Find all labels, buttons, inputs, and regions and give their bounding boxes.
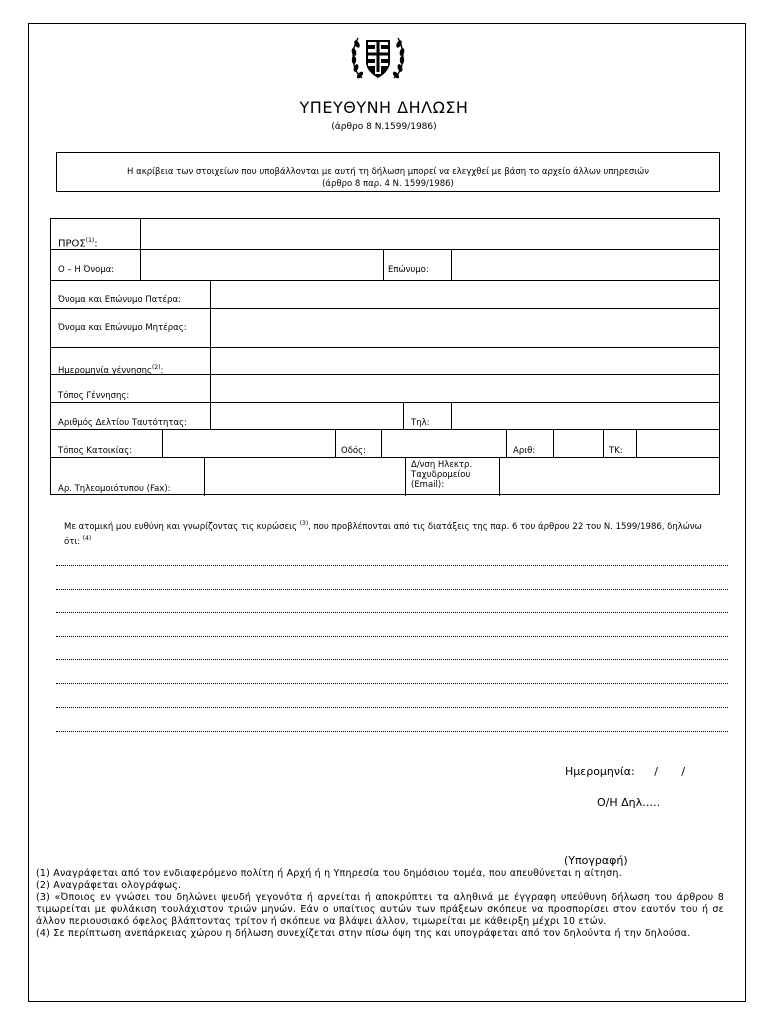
declaration-line[interactable] [56,683,728,684]
declaration-line[interactable] [56,659,728,660]
declaration-line[interactable] [56,636,728,637]
mother-name-field[interactable] [211,309,719,347]
footnotes [36,868,724,940]
declaration-line[interactable] [56,731,728,732]
id-card-label: Αριθμός Δελτίου Ταυτότητας: [58,418,187,428]
notice-line-1: Η ακρίβεια των στοιχείων που υποβάλλονται με αυτή τη δήλωση μπορεί να ελεγχθεί με βάση το αρχείο άλλων υπηρεσιών [127,167,649,177]
to-label: ΠΡΟΣ$^{(1)}$: [58,237,98,250]
fax-label: Αρ. Τηλεομοιότυπου (Fax): [58,484,171,494]
birthdate-label: Ημερομηνία γέννησης$^{(2)}$: [58,364,164,376]
fax-field[interactable] [205,458,405,495]
document-title: ΥΠΕΥΘΥΝΗ ΔΗΛΩΣΗ [299,98,469,117]
street-number-field[interactable] [554,430,603,457]
birthdate-field[interactable] [211,348,719,374]
birthplace-field[interactable] [211,375,719,402]
surname-label: Επώνυμο: [388,265,429,275]
email-field[interactable] [500,458,719,495]
phone-field[interactable] [452,403,719,429]
father-name-label: Όνομα και Επώνυμο Πατέρα: [58,295,181,305]
phone-label: Τηλ: [411,418,430,428]
declaration-line[interactable] [56,565,728,566]
email-label: Δ/νση Ηλεκτρ. Ταχυδρομείου (Εmail): [411,460,473,490]
footnote-1: (1) Αναγράφεται από τον ενδιαφερόμενο πολίτη ή Αρχή ή η Υπηρεσία του δημόσιου τομέα, που απευθύνεται η αίτηση. [36,868,622,879]
father-name-field[interactable] [211,281,719,308]
declarant-label: Ο/Η Δηλ….. [597,796,661,809]
first-name-label: Ο – Η Όνομα: [58,265,115,275]
declaration-statement: Με ατομική μου ευθύνη και γνωρίζοντας τις κυρώσεις $^{(3)}$, που προβλέπονται από τις διατάξεις της παρ. 6 του άρθρου 22 του Ν. 1599/1986, δηλώνω ότι: $^{(4)}$ [64,520,702,547]
to-field[interactable] [141,220,719,249]
street-label: Οδός: [341,446,366,456]
date-line [565,765,685,778]
coat-of-arms-emblem [348,30,408,85]
street-number-label: Αριθ: [513,446,536,456]
footnote-2: (2) Αναγράφεται ολογράφως. [36,880,182,891]
personal-details-form [50,218,720,495]
notice-line-2: (άρθρο 8 παρ. 4 Ν. 1599/1986) [322,179,454,189]
first-name-field[interactable] [141,250,383,280]
date-separators: / / [654,765,686,778]
footnote-3: (3) «Όποιος εν γνώσει του δηλώνει ψευδή γεγονότα ή αρνείται ή αποκρύπτει τα αληθινά με έγγραφη υπεύθυνη δήλωση του άρθρου 8 τιμωρείται με φυλάκιση τουλάχιστον τριών μηνών. Εάν ο υπαίτιος αυτών των πράξεων σκόπευε να προσπορίσει στον εαυτόν του ή σε άλλον περιουσιακό όφελος βλάπτοντας τρίτον ή σκόπευε να βλάψει άλλον, τιμωρείται με κάθειρξη μέχρι 10 ετών. [36,892,724,927]
postcode-field[interactable] [637,430,719,457]
surname-field[interactable] [452,250,719,280]
street-field[interactable] [382,430,506,457]
date-label: Ημερομηνία: [565,765,635,778]
document-subtitle: (άρθρο 8 Ν.1599/1986) [331,122,437,132]
footnote-4: (4) Σε περίπτωση ανεπάρκειας χώρου η δήλωση συνεχίζεται στην πίσω όψη της και υπογράφεται από τον δηλούντα ή την δηλούσα. [36,928,691,939]
id-card-field[interactable] [211,403,403,429]
mother-name-label: Όνομα και Επώνυμο Μητέρας: [58,323,187,333]
verification-notice-box [56,152,720,192]
declaration-line[interactable] [56,707,728,708]
declaration-line[interactable] [56,612,728,613]
declaration-line[interactable] [56,589,728,590]
residence-field[interactable] [163,430,335,457]
postcode-label: ΤΚ: [609,446,623,456]
signature-label: (Υπογραφή) [564,854,628,867]
birthplace-label: Τόπος Γέννησης: [58,391,130,401]
residence-label: Τόπος Κατοικίας: [58,446,133,456]
